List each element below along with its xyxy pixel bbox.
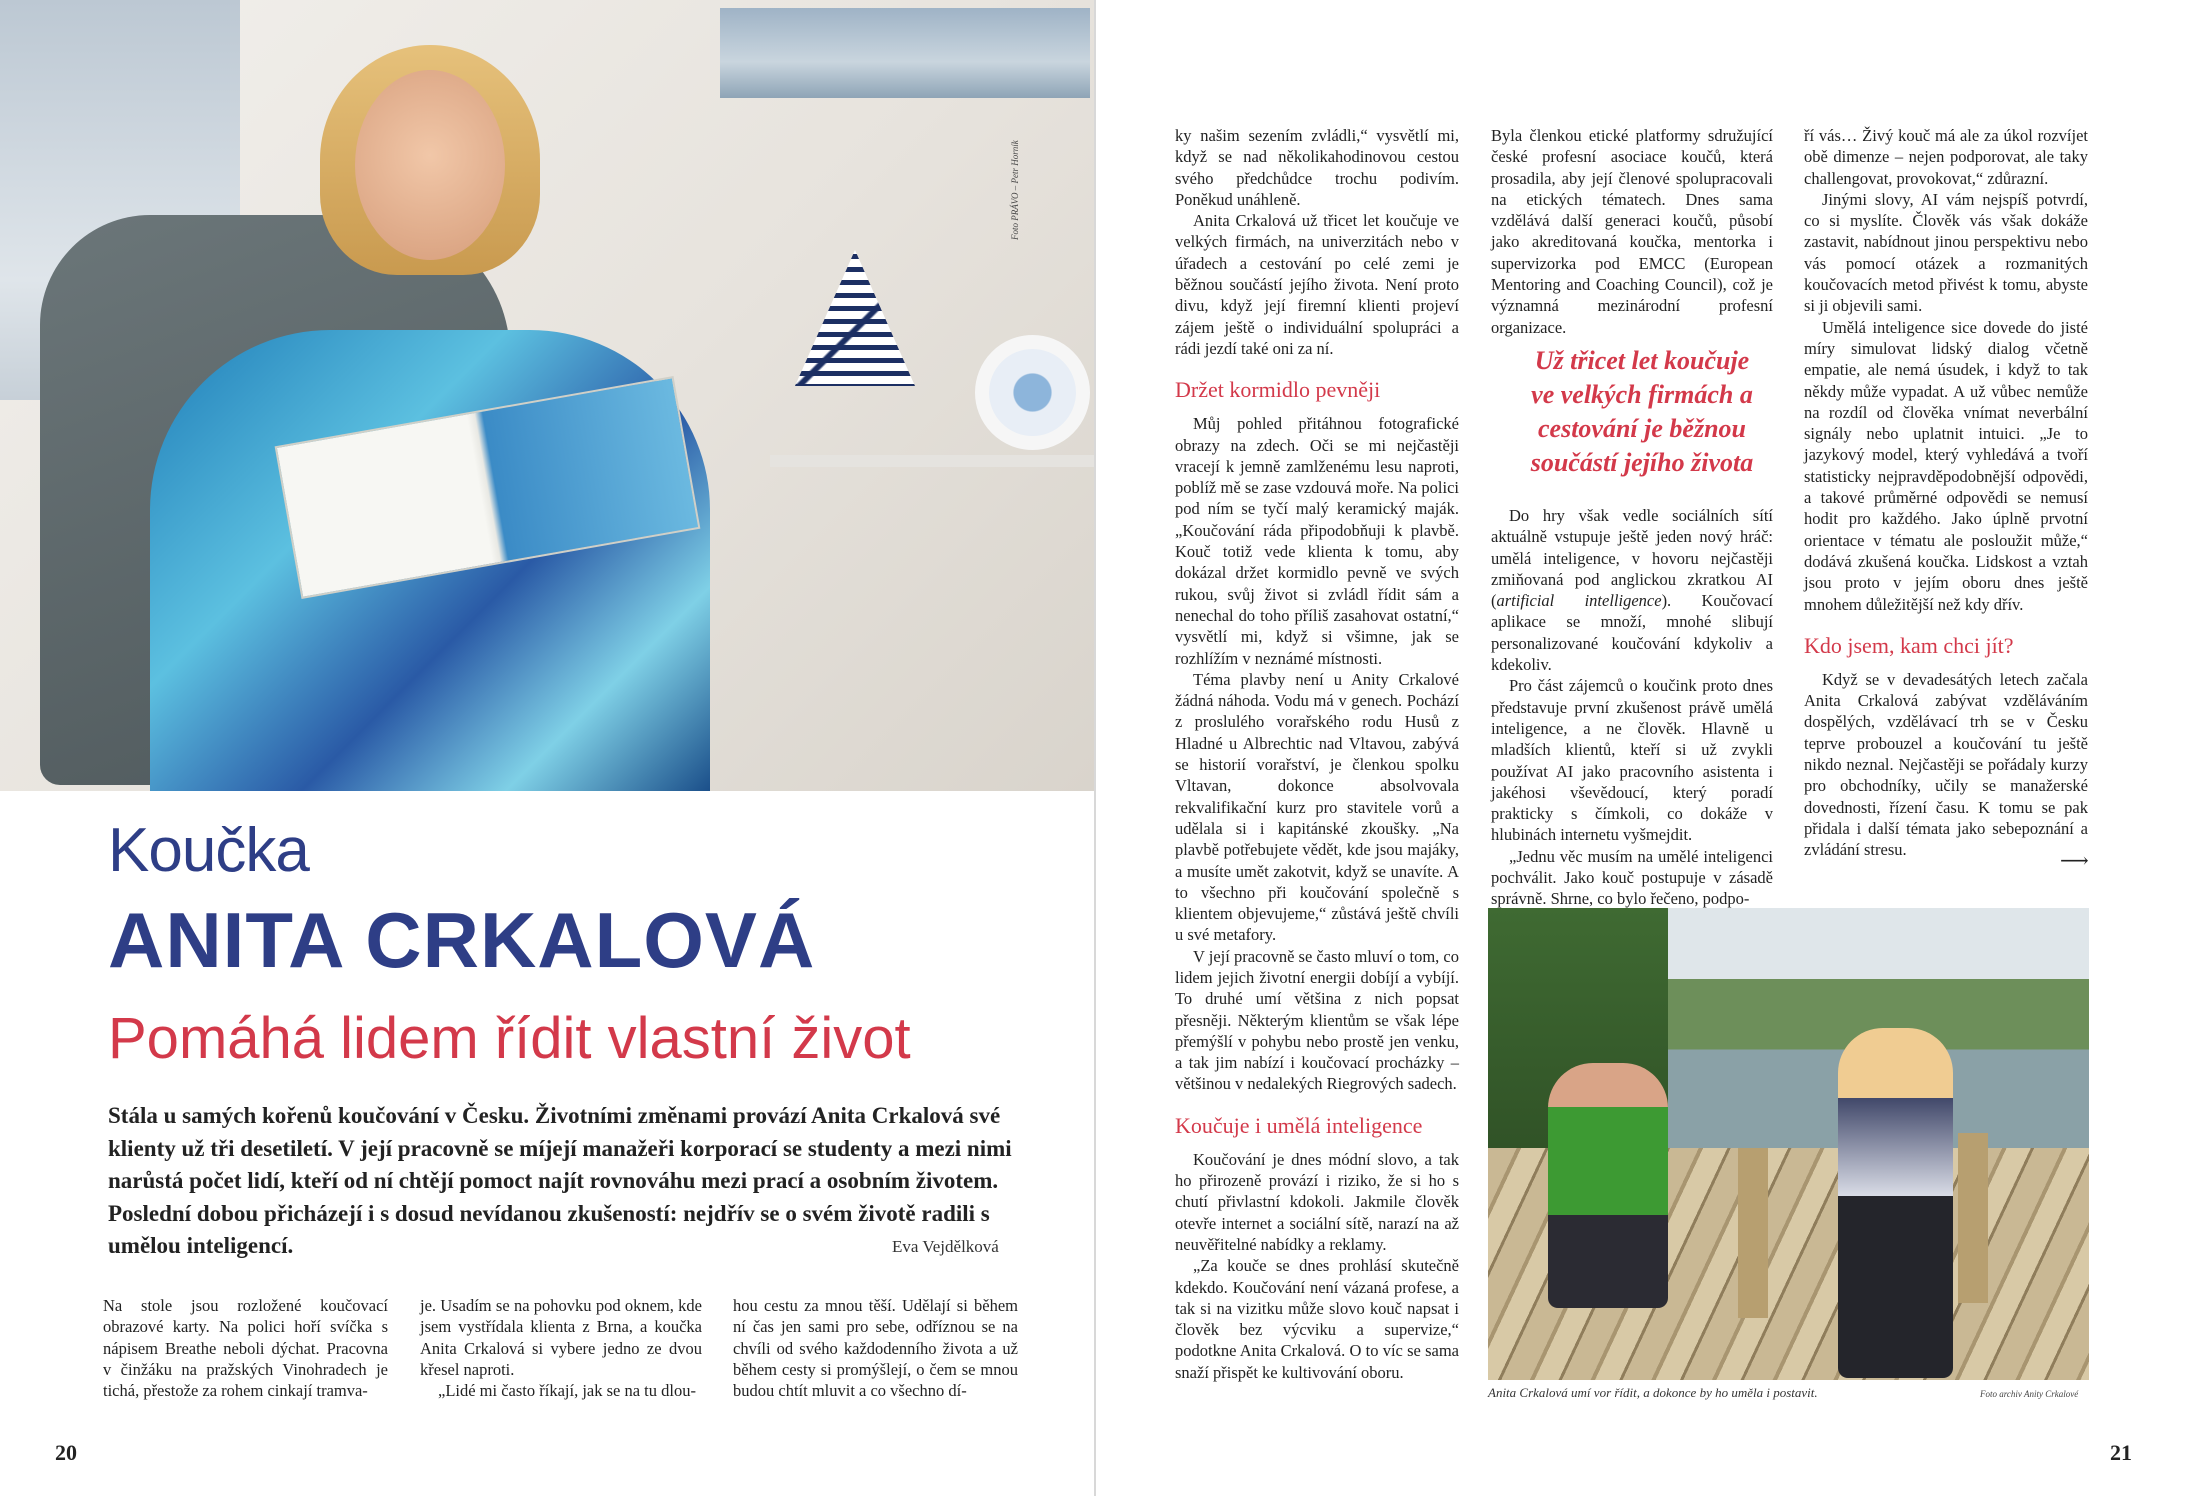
continue-arrow-icon: ⟶ <box>2060 850 2089 872</box>
paragraph: Můj pohled přitáhnou fotografické obrazy na zdech. Oči se mi nejčastěji vracejí k jemně zamlženému lesu naproti, poblíž mě se zase vzdouvá moře. Na polici pod ním se tyčí malý keramický maják. „Koučování ráda připodobňuji k plavbě. Kouč totiž vede klienta k tomu, aby dokázal držet kormidlo pevně ve svých rukou, svůj život si zvládl řídit sám a nenechal do toho příliš zasahovat ostatní,“ vysvětlí mi, když si všimne, jak se rozhlížím v neznámé místnosti. <box>1175 414 1459 668</box>
left-body-col-1 <box>103 1295 388 1401</box>
raft-oar-post <box>1958 1133 1988 1303</box>
left-body-col-2 <box>420 1295 702 1401</box>
author-byline: Eva Vejdělková <box>892 1237 999 1256</box>
hero-photo-credit: Foto PRÁVO – Petr Horník <box>1010 140 1020 240</box>
paragraph: Na stole jsou rozložené koučovací obrazové karty. Na polici hoří svíčka s nápisem Breathe neboli dýchat. Pracovna v činžáku na pražských Vinohradech je tichá, přestože za rohem cinkají tramva- <box>103 1296 388 1401</box>
right-col-a <box>1175 125 1459 1383</box>
page-number-left: 20 <box>55 1440 77 1465</box>
sailboat-ornament <box>795 250 915 410</box>
paragraph: Jinými slovy, AI vám nejspíš potvrdí, co si myslíte. Člověk vás však dokáže zastavit, nabídnout jinou perspektivu nebo vás pomocí otázek a rozmanitých koučovacích metod přivést k tomu, abyste si ji objevili sami. <box>1804 189 2088 316</box>
paragraph <box>1491 505 1773 675</box>
right-col-b-top <box>1491 125 1773 338</box>
paragraph: Umělá inteligence sice dovede do jisté míry simulovat lidský dialog včetně empatie, ale nemá úsudek, i když to tak někdy může vypadat. A už vůbec nemůže na rozdíl od člověka vnímat neverbální signály nebo uplatnit intuici. „Je to jazykový model, který vyhledává a tvoří statisticky nejpravděpodobnější odpovědi, a takové průměrné odpovědi se nemusí hodit pro každého. Jako úplně prvotní orientace v tématu ale posloužit může,“ dodává zkušená koučka. Lidskost a vztah jsou proto v jejím oboru dnes ještě mnohem důležitější než kdy dřív. <box>1804 317 2088 614</box>
paragraph: „Lidé mi často říkají, jak se na tu dlou- <box>438 1381 696 1401</box>
raft-photo-credit: Foto archiv Anity Crkalové <box>1980 1389 2079 1399</box>
raft-oar-post <box>1738 1148 1768 1318</box>
paragraph: je. Usadím se na pohovku pod oknem, kde jsem vystřídala klienta z Brna, a koučka Anita Crkalová si vybere jedno ze dvou křesel naproti. <box>420 1296 702 1379</box>
paragraph: „Za kouče se dnes prohlásí skutečně kdekdo. Koučování není vázaná profese, a tak si na vizitku může slovo kouč napsat i člověk bez výcviku a supervize,“ podotkne Anita Crkalová. O to víc se sama snaží přispět ke kultivování oboru. <box>1175 1256 1459 1382</box>
paragraph: „Jednu věc musím na umělé inteligenci pochválit. Jako kouč postupuje v zásadě správně. Shrne, co bylo řečeno, podpo- <box>1491 846 1773 909</box>
woman-striped-shirt <box>1838 1028 1953 1378</box>
left-body-col-3 <box>733 1295 1018 1401</box>
article-subtitle: Pomáhá lidem řídit vlastní život <box>108 1006 911 1071</box>
lead-paragraph: Stála u samých kořenů koučování v Česku. Životními změnami provází Anita Crkalová své klienty už tři desetiletí. V její pracovně se míjejí manažeři korporací se studenty a mezi nimi narůstá počet lidí, kteří od ní chtějí pomoct najít rovnováhu mezi prací a osobním životem. Poslední dobou přicházejí i s dosud nevídanou zkušeností: nejdřív se o svém životě radili s umělou inteligencí. <box>108 1103 1012 1258</box>
paragraph: V její pracovně se často mluví o tom, co lidem jejich životní energii dobíjí a vybíjí. To druhé umí většina z nich popsat přesněji. Některým klientům se však lépe přemýšlí v pohybu nebo prostě jen venku, a tak jim nabízí i koučovací procházky – většinou v nedalekých Riegrových sadech. <box>1175 946 1459 1094</box>
raft-photo <box>1488 908 2089 1380</box>
right-col-c <box>1804 125 2088 861</box>
paragraph: Byla členkou etické platformy sdružující české profesní asociace koučů, která prosadila, aby její členové spolupracovali na etických tématech. Dnes sama vzdělává další generaci koučů, působí jako akreditovaná koučka, mentorka i supervizorka pod EMCC (European Mentoring and Coaching Council), což je významná mezinárodní profesní organizace. <box>1491 126 1773 337</box>
right-col-b-bottom <box>1491 505 1773 910</box>
section-heading: Držet kormidlo pevněji <box>1175 377 1381 403</box>
paragraph: ří vás… Živý kouč má ale za úkol rozvíjet obě dimenze – nejen podporovat, ale taky challengovat, provokovat,“ zdůrazní. <box>1804 126 2088 188</box>
man-green-shirt <box>1548 1063 1668 1308</box>
paragraph: Anita Crkalová už třicet let koučuje ve velkých firmách, na univerzitách nebo v úřadech a cestování po celé zemi je běžnou součástí jejího života. Není proto divu, když její firemní klienti projeví zájem ještě o individuální spolupráci a rádi jezdí také oni za ní. <box>1175 211 1459 358</box>
photo-caption: Anita Crkalová umí vor řídit, a dokonce by ho uměla i postavit. <box>1488 1385 1818 1400</box>
section-heading: Kdo jsem, kam chci jít? <box>1804 632 2014 658</box>
wall-photo-sea <box>720 8 1090 98</box>
text-run-italic: artificial intelligence <box>1496 591 1662 611</box>
section-heading: Koučuje i umělá inteligence <box>1175 1112 1423 1138</box>
shelf <box>770 455 1094 467</box>
paragraph: ky našim sezením zvládli,“ vysvětlí mi, když se nad několikahodinovou cestou svého předchůdce trochu podivím. Poněkud unáhleně. <box>1175 126 1459 209</box>
hero-photo-anita-reading <box>0 0 1094 791</box>
paragraph: Když se v devadesátých letech začala Anita Crkalová zabývat vzděláváním dospělých, vzdělávací trh se v Česku teprve probouzel a koučování tu ještě nikdo neznal. Nejčastěji se pořádaly kurzy pro obchodníky, učily se manažerské dovednosti, řízení času. K tomu se pak přidala i další témata jako sebepoznání a zvládání stresu. <box>1804 669 2088 860</box>
face <box>355 70 505 260</box>
title-kicker: Koučka <box>108 816 309 885</box>
text-run: ). Koučovací aplikace se množí, mnohé slibují personalizované koučování kdykoliv a kdekoliv. <box>1491 591 1773 675</box>
ship-wheel-ornament <box>975 335 1090 450</box>
text-run: Do hry však vedle sociálních sítí aktuálně vstupuje ještě jeden nový hráč: umělá inteligence, v hovoru nejčastěji zmiňovaná pod anglickou zkratkou AI ( <box>1491 506 1773 611</box>
paragraph: Pro část zájemců o koučink proto dnes představuje první zkušenost právě umělá inteligence, a ne člověk. Hlavně u mladších klientů, kteří si už zvykli používat AI jako pracovního asistenta i jakéhosi vševědoucí, který poradí prakticky s čímkoli, co dokáže v hlubinách internetu vyšmejdit. <box>1491 676 1773 845</box>
paragraph: Koučování je dnes módní slovo, a tak ho přirozeně provází i riziko, že si ho s chutí přivlastní kdokoli. Jakmile člověk otevře internet a sociální sítě, narazí na až neuvěřitelné nabídky a reklamy. <box>1175 1149 1459 1254</box>
paragraph: Téma plavby není u Anity Crkalové žádná náhoda. Vodu má v genech. Pochází z proslulého vorařského rodu Husů z Hladné u Albrechtic nad Vltavou, zabývá se historií vorařství, je členkou spolku Vltavan, dokonce absolvovala rekvalifikační kurz pro stavitele vorů a udělala si i kapitánské zkoušky. „Na plavbě potřebujete vědět, kde jsou majáky, a musíte umět zakotvit, když se unavíte. A to všechno při koučování společně s klientem objevujeme,“ zůstává ještě chvíli u své metafory. <box>1175 669 1459 945</box>
paragraph: hou cestu za mnou těší. Udělají si během ní čas jen sami pro sebe, odříznou se na chvíli od svého každodenního života a už během cesty si promýšlejí, o čem se mnou budou chtít mluvit a co všechno dí- <box>733 1296 1018 1401</box>
page-number-right: 21 <box>2110 1440 2132 1465</box>
title-name: ANITA CRKALOVÁ <box>108 896 816 984</box>
pull-quote: Už třicet let koučuje ve velkých firmách a cestování je běžnou součástí jejího života <box>1530 346 1754 477</box>
